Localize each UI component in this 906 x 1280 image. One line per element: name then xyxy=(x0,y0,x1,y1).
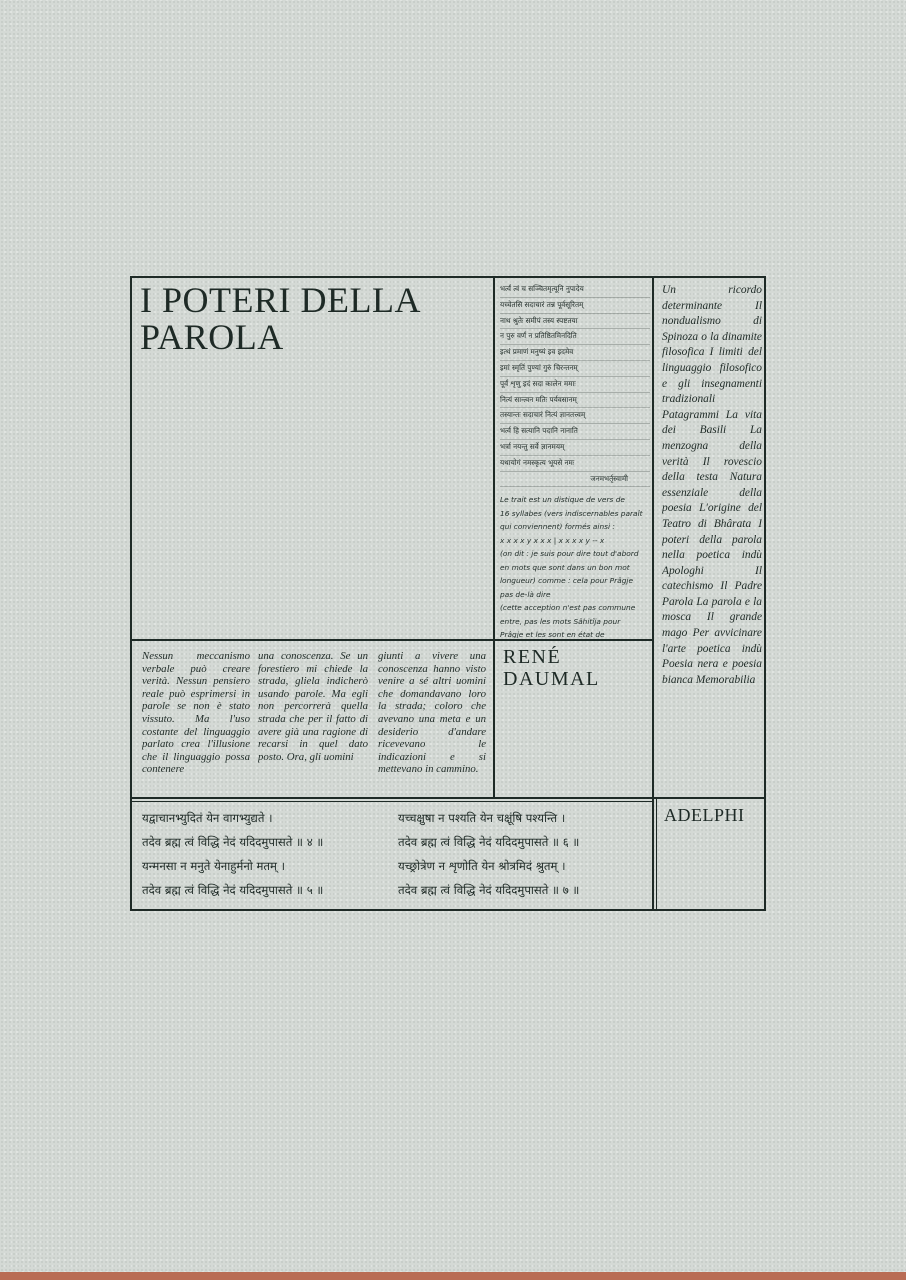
blurb-column-2: una conoscenza. Se un forestiero mi chiede la strada, gliela indicherò usando parole. Ma egli non percorrerà quella strada che per il fatto di avere già una ragione di recarsi in quel dato posto. Ora, gli uomini xyxy=(258,650,368,763)
sanskrit-verse-line: यन्मनसा न मनुते येनाहुर्मनो मतम् । xyxy=(142,859,286,873)
manuscript-line: भर्त्व हि सत्यानि पदानि नानाति xyxy=(500,424,650,440)
manuscript-line: इमां स्मृतिं पुण्यां गुरुं चिरन्तनम् xyxy=(500,361,650,377)
manuscript-line: इत्थं प्रमाणं मनुष्यं इव इदमेव xyxy=(500,345,650,361)
handwritten-line: entre, pas les mots Sâhitîja pour xyxy=(500,616,621,626)
sanskrit-verse-line: तदेव ब्रह्म त्वं विद्धि नेदं यदिदमुपासते ॥ ६ ॥ xyxy=(398,835,580,849)
sanskrit-verse-line: यद्वाचानभ्युदितं येन वागभ्युद्यते । xyxy=(142,811,273,825)
handwritten-line: pas de-là dire xyxy=(500,589,551,599)
handwritten-line: x x x x y x x x | x x x x y -- x xyxy=(500,535,605,545)
sanskrit-verse-line: यच्चक्षुषा न पश्यति येन चक्षूंषि पश्यन्ति । xyxy=(398,811,566,825)
handwritten-line: longueur) comme : cela pour Prâgje xyxy=(500,576,633,586)
frame-bottom-border xyxy=(130,909,766,911)
sanskrit-verses-right xyxy=(398,806,650,902)
handwritten-line: qui conviennent) formés ainsi : xyxy=(500,522,615,532)
publisher-name: ADELPHI xyxy=(664,805,745,825)
handwritten-line: Le trait est un distique de vers de xyxy=(500,495,625,505)
frame-left-border xyxy=(130,276,132,911)
table-of-contents: Un ricordo determinante Il nondualismo di Spinoza o la dinamite filosofica I limiti del linguaggio filosofico e gli insegnamenti tradizionali Patagrammi La vita dei Basili La menzogna della verità Il rovescio della testa Natura essenziale della poesia L'origine del Teatro di Bhârata I poteri della parola nella poetica indù Apologhi Il catechismo Il Padre Parola La parola e la mosca Il grande mago Per avvicinare l'arte poetica indù Poesia nera e poesia bianca Memorabilia xyxy=(662,284,762,686)
book-title xyxy=(140,282,490,356)
author-last-name: DAUMAL xyxy=(503,668,600,690)
handwritten-line: 16 syllabes (vers indiscernables paraît xyxy=(500,508,643,518)
sanskrit-verse-line: तदेव ब्रह्म त्वं विद्धि नेदं यदिदमुपासते ॥ ७ ॥ xyxy=(398,883,580,897)
divider-vertical-contents-inner xyxy=(656,798,657,911)
manuscript-line: न पुरु वर्णं न प्रतिष्ठितमिनदिति xyxy=(500,329,650,345)
manuscript-line: भर्त्रा नयन्तु सर्वे ज्ञानमयम् xyxy=(500,440,650,456)
sanskrit-verses-left xyxy=(142,806,390,902)
divider-horizontal-publisher xyxy=(652,797,766,798)
manuscript-line: यथायोगं नमस्कृत्य भूयसे नमः xyxy=(500,456,650,472)
sanskrit-verse-line: तदेव ब्रह्म त्वं विद्धि नेदं यदिदमुपासते ॥ ५ ॥ xyxy=(142,883,324,897)
frame-right-border xyxy=(764,276,766,911)
manuscript-line: नित्यं सान्त्वन मतिः पर्यवसानम् xyxy=(500,393,650,409)
divider-vertical-contents xyxy=(652,276,654,911)
divider-horizontal-sanskrit-inner xyxy=(130,801,654,802)
manuscript-line: तस्यान्तः सदाचारं नित्यं ज्ञानतत्त्वम् xyxy=(500,408,650,424)
divider-horizontal-blurb xyxy=(130,639,654,641)
cover-bottom-edge xyxy=(0,1272,906,1280)
book-title-line-2: PAROLA xyxy=(140,317,284,356)
manuscript-line: नाथ श्रुतेः समीपं तस्य स्पष्टतया xyxy=(500,314,650,330)
handwritten-line: (on dit : je suis pour dire tout d'abord xyxy=(500,549,639,559)
handwritten-line: (cette acception n'est pas commune xyxy=(500,603,636,613)
manuscript-reproduction xyxy=(500,282,650,638)
author-first-name: RENÉ xyxy=(503,646,562,668)
manuscript-line: यच्चेतसि सदाचारं तन्न पूर्वसूरितम् xyxy=(500,298,650,314)
blurb-column-3: giunti a vivere una conoscenza hanno visto venire a sé altri uomini che domandavano loro la strada; coloro che avevano una meta e un desiderio d'andare ricevevano le indicazioni e si mettevano in cammino. xyxy=(378,650,486,776)
handwritten-line: en mots que sont dans un bon mot xyxy=(500,562,630,572)
divider-vertical-main xyxy=(493,276,495,799)
handwritten-line: Prâgje et les sont en état de xyxy=(500,630,605,638)
manuscript-line: पूर्वं शृणु इदं सदा कालेन ममाः xyxy=(500,377,650,393)
sanskrit-verse-line: यच्छ्रोत्रेण न शृणोति येन श्रोत्रमिदं श्रुतम् । xyxy=(398,859,566,873)
book-title-line-1: I POTERI DELLA xyxy=(140,282,421,320)
frame-top-border xyxy=(130,276,766,278)
manuscript-signature-line: जनमभर्तृस्वामी xyxy=(500,472,650,488)
sanskrit-verse-line: तदेव ब्रह्म त्वं विद्धि नेदं यदिदमुपासते ॥ ४ ॥ xyxy=(142,835,324,849)
author-name xyxy=(503,646,653,690)
blurb-column-1: Nessun meccanismo verbale può creare verità. Nessun pensiero reale può esprimersi in parole se non è stato vissuto. Ma l'uso costante del linguaggio parlato crea l'illusione che il linguaggio possa contenere xyxy=(142,650,250,776)
manuscript-line: भर्त्वं त्वं च सञ्चितमृत्यूनि नुपादेय xyxy=(500,282,650,298)
